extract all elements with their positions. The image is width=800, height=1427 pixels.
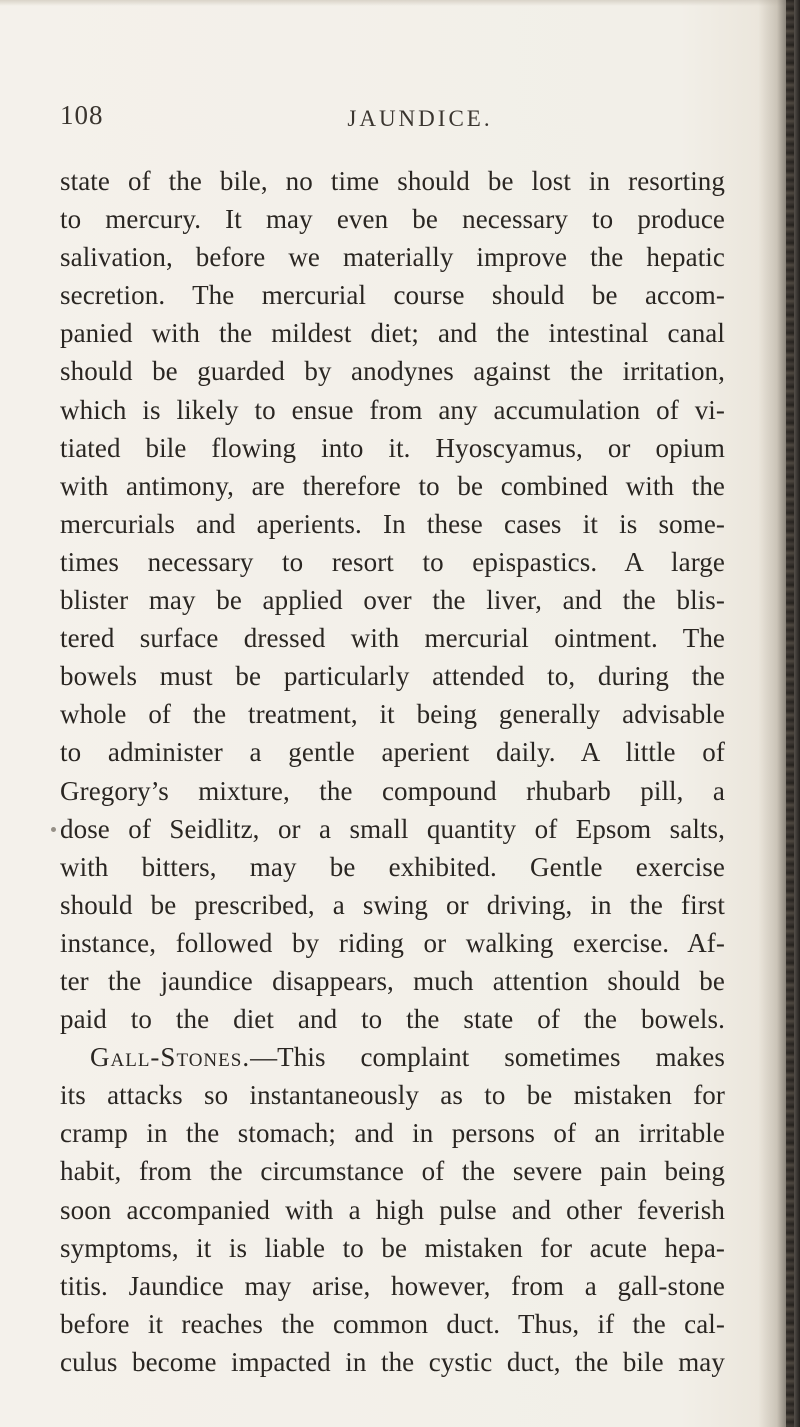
text-line: tered surface dressed with mercurial ointment. The	[60, 623, 725, 654]
text-line: mercurials and aperients. In these cases it is some-	[60, 508, 725, 539]
text-line: dose of Seidlitz, or a small quantity of Epsom salts,	[60, 813, 725, 844]
text-line: should be prescribed, a swing or driving, in the first	[60, 889, 725, 920]
text-line: tiated bile flowing into it. Hyoscyamus, or opium	[60, 432, 725, 463]
text-line: cramp in the stomach; and in persons of an irritable	[60, 1118, 725, 1149]
text-line: titis. Jaundice may arise, however, from a gall-stone	[60, 1270, 725, 1301]
page-header	[60, 100, 720, 140]
text-line: which is likely to ensue from any accumulation of vi-	[60, 394, 725, 425]
gall-stones-heading-line	[60, 1038, 725, 1076]
text-line: salivation, before we materially improve the hepatic	[60, 242, 725, 273]
text-line: soon accompanied with a high pulse and other feverish	[60, 1194, 725, 1225]
margin-mark	[51, 827, 56, 832]
text-line: panied with the mildest diet; and the intestinal canal	[60, 318, 725, 349]
text-line: to mercury. It may even be necessary to produce	[60, 204, 725, 235]
page-number: 108	[60, 100, 104, 130]
text-line: with bitters, may be exhibited. Gentle exercise	[60, 851, 725, 882]
text-line: before it reaches the common duct. Thus, if the cal-	[60, 1308, 725, 1339]
running-head: JAUNDICE.	[347, 106, 493, 131]
text-line: Gregory’s mixture, the compound rhubarb pill, a	[60, 775, 725, 806]
text-line: state of the bile, no time should be lost in resorting	[60, 166, 725, 196]
text-line: times necessary to resort to epispastics. A large	[60, 546, 725, 577]
text-line-rest: —This complaint sometimes makes	[250, 1042, 725, 1073]
text-line: ter the jaundice disappears, much attention should be	[60, 965, 725, 996]
text-line: bowels must be particularly attended to, during the	[60, 661, 725, 692]
binding-edge	[786, 0, 794, 1427]
text-line: should be guarded by anodynes against the irritation,	[60, 356, 725, 387]
text-line: whole of the treatment, it being generally advisable	[60, 699, 725, 730]
text-line: secretion. The mercurial course should be accom-	[60, 280, 725, 311]
text-line: culus become impacted in the cystic duct, the bile may	[60, 1346, 725, 1377]
text-line: to administer a gentle aperient daily. A little of	[60, 737, 725, 768]
text-line: with antimony, are therefore to be combined with the	[60, 470, 725, 501]
top-edge-shadow	[0, 0, 800, 6]
text-line: symptoms, it is liable to be mistaken for acute hepa-	[60, 1232, 725, 1263]
section-heading: Gall-Stones.	[90, 1042, 251, 1073]
text-line: paid to the diet and to the state of the bowels.	[60, 1004, 725, 1035]
text-line: instance, followed by riding or walking exercise. Af-	[60, 927, 725, 958]
text-line: blister may be applied over the liver, and the blis-	[60, 585, 725, 616]
text-line: habit, from the circumstance of the severe pain being	[60, 1156, 725, 1187]
text-line: its attacks so instantaneously as to be mistaken for	[60, 1080, 725, 1111]
body-text	[60, 162, 725, 1381]
